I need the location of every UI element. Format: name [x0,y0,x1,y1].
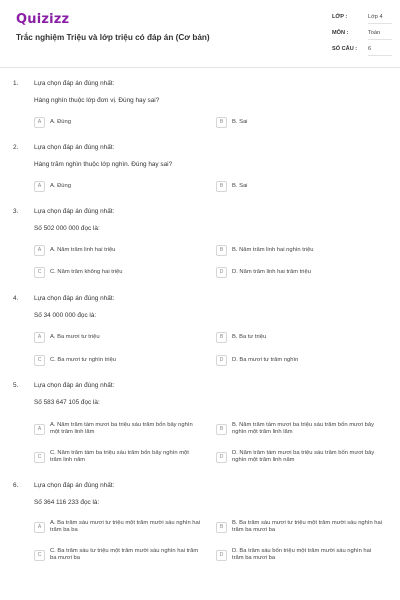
option-text: C. Ba mươi tư nghìn triệu [50,357,117,363]
option-letter-badge: A [34,117,45,128]
option-text: A. Năm trăm tám mươi ba triệu sáu trăm bốn bảy nghìn một trăm linh lăm [50,422,193,436]
option-text: B. Năm trăm linh hai nghìn triệu [232,247,314,253]
meta-value-count: 6 [368,44,392,56]
question-instruction: Lựa chọn đáp án đúng nhất: [34,295,115,302]
worksheet-title: Trắc nghiệm Triệu và lớp triệu có đáp án (Cơ bản) [16,33,210,42]
option-text: C. Năm trăm không hai triệu [50,269,123,275]
quizizz-logo[interactable]: Quizizz [16,12,70,27]
question-text: Số 34 000 000 đọc là: [34,312,97,319]
question-number: 4. [13,295,19,302]
option-text: D. Năm trăm tám mươi ba triệu sáu trăm bốn mươi bảy nghìn một trăm linh năm [232,450,375,464]
option-letter-badge: A [34,245,45,256]
option-letter-badge: B [216,181,227,192]
option-text: B. Ba trăm sáu mươi tư triệu một trăm mười sáu nghìn hai trăm ba mươi ba [232,520,383,534]
question-number: 2. [13,144,19,151]
option-letter-badge: B [216,332,227,343]
option-letter-badge: A [34,181,45,192]
option-text: C. Năm trăm tám ba triệu sáu trăm bốn bảy nghìn một trăm linh năm [50,450,189,464]
question-text: Số 583 647 105 đọc là: [34,399,100,406]
question-text: Hàng trăm nghìn thuộc lớp nghìn. Đúng hay sai? [34,161,173,168]
question-text: Số 502 000 000 đọc là: [34,225,100,232]
option-text: A. Ba trăm sáu mươi tư triệu một trăm mười sáu nghìn hai trăm ba ba [50,520,201,534]
worksheet-meta [332,11,392,59]
meta-row-grade [332,11,392,27]
option-text: B. Sai [232,183,248,189]
option-letter-badge: D [216,452,227,463]
meta-row-subject [332,27,392,43]
option-text: A. Ba mươi tư triệu [50,334,100,340]
option-letter-badge: A [34,332,45,343]
option-letter-badge: D [216,550,227,561]
meta-value-subject: Toán [368,28,392,40]
option-text: C. Ba trăm sáu tư triệu một trăm mười sáu nghìn hai trăm ba mươi ba [50,548,199,562]
question-instruction: Lựa chọn đáp án đúng nhất: [34,482,115,489]
meta-label-count: SỐ CÂU : [332,46,358,52]
option-letter-badge: D [216,355,227,366]
option-text: B. Ba tư triệu [232,334,267,340]
option-text: D. Năm trăm linh hai trăm triệu [232,269,311,275]
option-text: B. Năm trăm tám mươi ba triệu sáu trăm bốn mươi bảy nghìn một trăm linh lăm [232,422,374,436]
option-letter-badge: C [34,267,45,278]
option-letter-badge: B [216,424,227,435]
question-number: 5. [13,382,19,389]
option-letter-badge: C [34,355,45,366]
meta-label-grade: LỚP : [332,14,348,20]
question-number: 3. [13,208,19,215]
option-letter-badge: A [34,522,45,533]
question-text: Số 364 116 233 đọc là: [34,499,100,506]
question-instruction: Lựa chọn đáp án đúng nhất: [34,144,115,151]
option-letter-badge: D [216,267,227,278]
option-text: B. Sai [232,119,248,125]
option-text: D. Ba trăm sáu bốn triệu một trăm mười sáu nghìn hai trăm ba mươi ba [232,548,372,562]
option-letter-badge: B [216,245,227,256]
question-instruction: Lựa chọn đáp án đúng nhất: [34,80,115,87]
worksheet-header [0,0,400,68]
option-letter-badge: A [34,424,45,435]
meta-label-subject: MÔN : [332,30,349,36]
option-letter-badge: C [34,452,45,463]
meta-row-count [332,43,392,59]
option-letter-badge: B [216,522,227,533]
option-text: A. Đúng [50,183,71,189]
question-instruction: Lựa chọn đáp án đúng nhất: [34,208,115,215]
question-instruction: Lựa chọn đáp án đúng nhất: [34,382,115,389]
meta-value-grade: Lớp 4 [368,12,392,24]
option-text: A. Đúng [50,119,71,125]
option-text: A. Năm trăm linh hai triệu [50,247,116,253]
question-text: Hàng nghìn thuộc lớp đơn vị. Đúng hay sai? [34,97,160,104]
option-letter-badge: B [216,117,227,128]
question-number: 1. [13,80,19,87]
option-text: D. Ba mươi tư trăm nghìn [232,357,299,363]
question-number: 6. [13,482,19,489]
option-letter-badge: C [34,550,45,561]
